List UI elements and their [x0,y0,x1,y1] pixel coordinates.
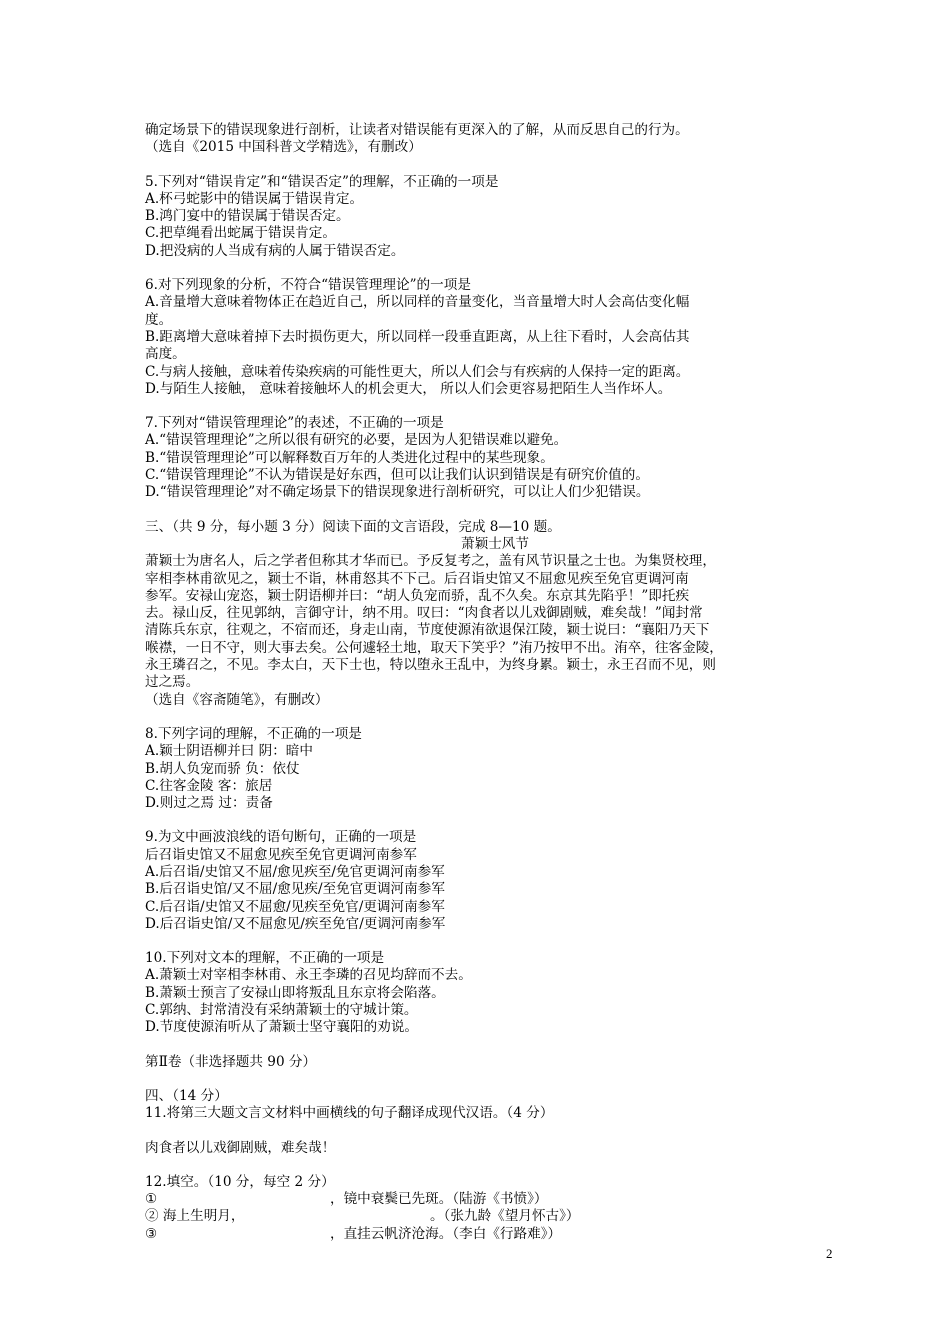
question-stem: 8.下列字词的理解，不正确的一项是 [145,725,362,742]
passage-line: 过之焉。 [145,674,200,691]
blank-text: ，直挂云帆济沧海。（李白《行路难》） [330,1225,562,1242]
question-11: 11.将第三大题文言文材料中画横线的句子翻译成现代汉语。（4 分） [145,1105,554,1122]
option-b-cont: 高度。 [145,346,186,363]
passage-line: 萧颖士为唐名人，后之学者但称其才华而已。予反复考之，盖有风节识量之士也。为集贤校理， [145,553,716,570]
option-d: D.后召诣史馆/又不屈愈见/疾至免官/更调河南参军 [145,915,446,932]
question-12: 12.填空。（10 分，每空 2 分） [145,1173,335,1190]
option-a: A.音量增大意味着物体正在趋近自己，所以同样的音量变化，当音量增大时人会高估变化幅 [145,294,690,311]
option-b: B.萧颖士预言了安禄山即将叛乱且东京将会陷落。 [145,984,445,1001]
passage-line: 喉襟，一日不守，则大事去矣。公何遽轻土地，取天下笑乎？”洧乃按甲不出。洧卒，往客金陵， [145,639,723,656]
blank-number: ① [145,1191,158,1208]
fill-blank-3 [145,1226,845,1243]
option-c: C.郭纳、封常清没有采纳萧颖士的守城计策。 [145,1002,418,1019]
blank-text: ，镜中衰鬓已先斑。（陆游《书愤》） [330,1191,548,1208]
option-a-cont: 度。 [145,311,173,328]
document-page [145,122,845,1243]
option-a: A.“错误管理理论”之所以很有研究的必要，是因为人犯错误难以避免。 [145,432,568,449]
page-number: 2 [826,1246,833,1261]
option-d: D.节度使源洧听从了萧颖士坚守襄阳的劝说。 [145,1019,419,1036]
section-heading: 四、（14 分） [145,1087,228,1104]
question-11-sentence: 肉食者以儿戏御剧贼，难矣哉！ [145,1139,336,1156]
option-d: D.则过之焉 过：责备 [145,795,273,812]
question-5 [145,174,845,260]
question-10 [145,950,845,1036]
option-b: B.胡人负宠而骄 负：依仗 [145,760,300,777]
question-stem: 5.下列对“错误肯定”和“错误否定”的理解，不正确的一项是 [145,173,499,190]
question-stem: 7.下列对“错误管理理论”的表述，不正确的一项是 [145,415,444,432]
passage-line: 宰相李林甫欲见之，颖士不诣，林甫怒其不下己。后召诣史馆又不屈愈见疾至免官更调河南 [145,570,689,587]
question-stem: 10.下列对文本的理解，不正确的一项是 [145,950,385,967]
passage-line: 清陈兵东京，往观之，不宿而还，身走山南，节度使源洧欲退保江陵，颖士说曰：“襄阳乃天下 [145,622,710,639]
passage-line: 永王璘召之，不见。李太白，天下士也，特以堕永王乱中，为终身累。颖士，永王召而不见，则 [145,657,716,674]
passage-line: 参军。安禄山宠恣，颖士阴语柳并曰：“胡人负宠而骄，乱不久矣。东京其先陷乎！”即托疾 [145,587,690,604]
option-b: B.距离增大意味着掉下去时损伤更大，所以同样一段垂直距离，从上往下看时，人会高估其 [145,328,690,345]
section-3 [145,519,845,709]
question-8 [145,726,845,812]
question-7 [145,415,845,501]
option-c: C.往客金陵 客：旅居 [145,777,273,794]
option-c: C.与病人接触，意味着传染疾病的可能性更大，所以人们会与有疾病的人保持一定的距离。 [145,363,690,380]
fill-blank-1 [145,1191,845,1208]
option-a: A.杯弓蛇影中的错误属于错误肯定。 [145,190,364,207]
option-a: A.萧颖士对宰相李林甫、永王李璘的召见均辞而不去。 [145,967,472,984]
passage-source: （选自《容斋随笔》，有删改） [145,691,329,708]
intro-source: （选自《2015 中国科普文学精选》，有删改） [145,139,422,156]
option-b: B.鸿门宴中的错误属于错误否定。 [145,208,350,225]
intro-line: 确定场景下的错误现象进行剖析，让读者对错误能有更深入的了解，从而反思自己的行为。 [145,122,689,138]
option-b: B.后召诣史馆/又不屈/愈见疾/至免官更调河南参军 [145,881,445,898]
question-6 [145,277,845,398]
option-d: D.与陌生人接触， 意味着接触坏人的机会更大， 所以人们会更容易把陌生人当作坏人。 [145,380,672,397]
question-stem: 9.为文中画波浪线的语句断句，正确的一项是 [145,829,417,846]
fill-blank-2 [145,1208,845,1225]
passage-title: 萧颖士风节 [461,535,529,552]
option-a: A.后召诣/史馆又不屈/愈见疾至/免官更调河南参军 [145,863,445,880]
option-b: B.“错误管理理论”可以解释数百万年的人类进化过程中的某些现象。 [145,449,554,466]
section-4 [145,1088,845,1243]
blank-text: 。（张九龄《望月怀古》） [430,1208,580,1225]
blank-number: ③ [145,1225,158,1242]
question-sentence: 后召诣史馆又不屈愈见疾至免官更调河南参军 [145,846,417,863]
option-d: D.“错误管理理论”对不确定场景下的错误现象进行剖析研究，可以让人们少犯错误。 [145,484,650,501]
part-2-heading: 第Ⅱ卷（非选择题共 90 分） [145,1053,317,1070]
option-d: D.把没病的人当成有病的人属于错误否定。 [145,242,405,259]
question-stem: 6.对下列现象的分析，不符合“错误管理理论”的一项是 [145,277,471,294]
option-c: C.后召诣/史馆又不屈愈/见疾至免官/更调河南参军 [145,898,445,915]
question-9 [145,829,845,933]
option-c: C.“错误管理理论”不认为错误是好东西，但可以让我们认识到错误是有研究价值的。 [145,467,649,484]
option-a: A.颖士阴语柳并曰 阴：暗中 [145,743,313,760]
section-heading: 三、（共 9 分，每小题 3 分）阅读下面的文言语段，完成 8—10 题。 [145,518,561,535]
blank-number: ② 海上生明月， [145,1208,245,1225]
passage-line: 去。禄山反，往见郭纳，言御守计，纳不用。叹曰：“肉食者以儿戏御剧贼，难矣哉！”闻封常 [145,605,703,622]
option-c: C.把草绳看出蛇属于错误肯定。 [145,225,336,242]
